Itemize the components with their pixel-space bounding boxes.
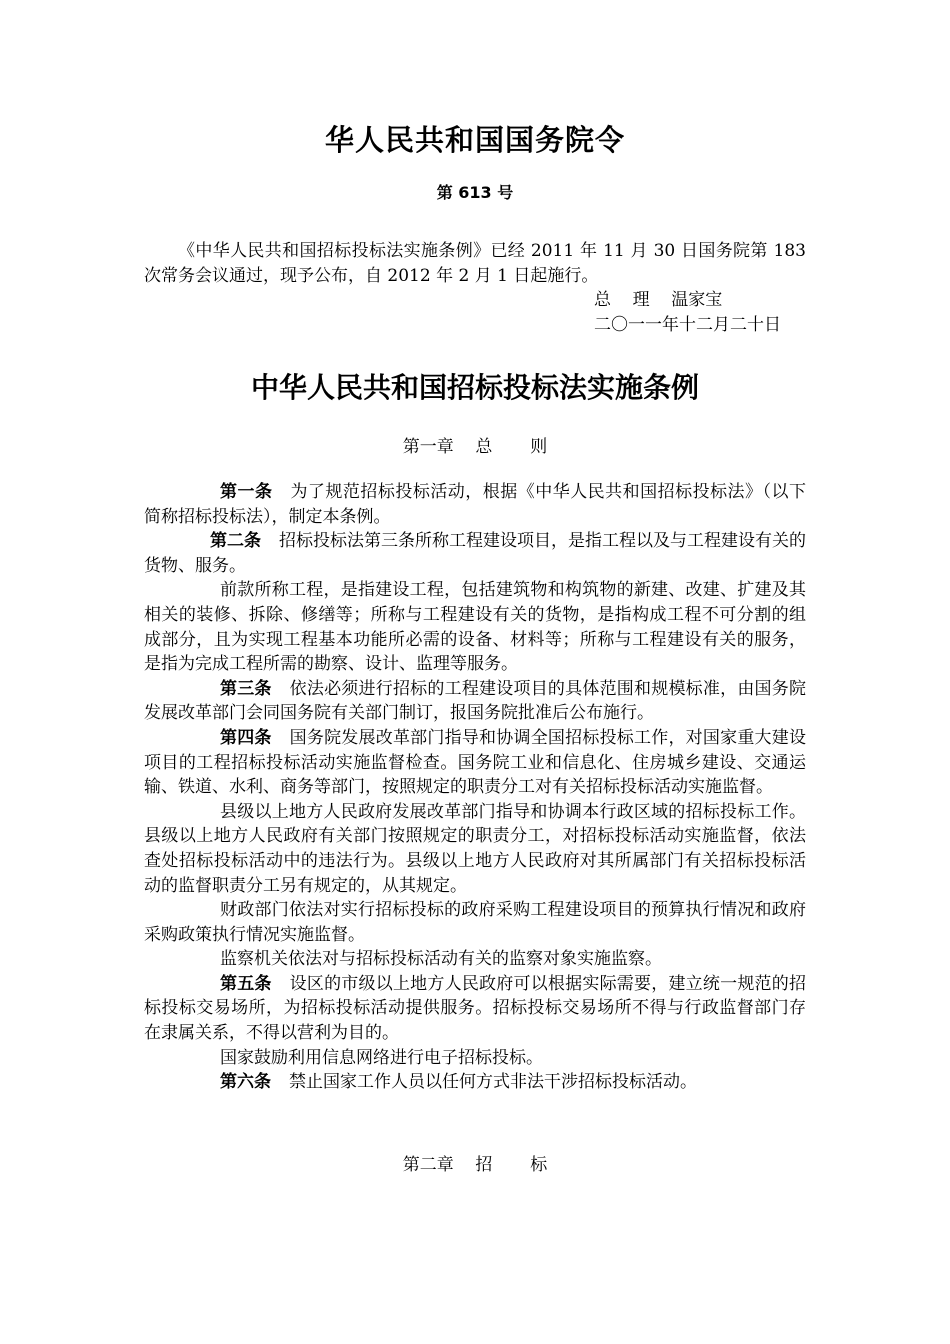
premier-signature: 总 理 温家宝 — [594, 290, 723, 310]
paragraph-text: 县级以上地方人民政府发展改革部门指导和协调本行政区域的招标投标工作。县级以上地方人民政府有关部门按照规定的职责分工，对招标投标活动实施监督，依法查处招标投标活动中的违法行为。县级以上地方人民政府对其所属部门有关招标投标活动的监督职责分工另有规定的，从其规定。 — [144, 801, 806, 896]
paragraph-text: 前款所称工程，是指建设工程，包括建筑物和构筑物的新建、改建、扩建及其相关的装修、拆除、修缮等；所称与工程建设有关的货物，是指构成工程不可分割的组成部分，且为实现工程基本功能所必需的设备、材料等；所称与工程建设有关的服务，是指为完成工程所需的勘察、设计、监理等服务。 — [144, 580, 806, 675]
article-label: 第四条 — [220, 727, 272, 748]
article-text: 依法必须进行招标的工程建设项目的具体范围和规模标准，由国务院发展改革部门会同国务院有关部门制订，报国务院批准后公布施行。 — [144, 678, 806, 724]
signing-date: 二〇一一年十二月二十日 — [594, 315, 781, 335]
article-1 — [144, 480, 806, 529]
article-label: 第一条 — [220, 482, 273, 502]
article-4 — [144, 726, 806, 800]
article-6 — [144, 1070, 806, 1095]
article-text: 为了规范招标投标活动，根据《中华人民共和国招标投标法》（以下简称招标投标法），制定本条例。 — [144, 482, 806, 527]
article-3 — [144, 677, 806, 726]
paragraph-text: 国家鼓励利用信息网络进行电子招标投标。 — [220, 1047, 543, 1068]
decree-title: 华人民共和国国务院令 — [324, 123, 625, 157]
promulgation-text: 《中华人民共和国招标投标法实施条例》已经 2011 年 11 月 30 日国务院第 183 次常务会议通过，现予公布，自 2012 年 2 月 1 日起施行。 — [144, 241, 806, 286]
article-text: 招标投标法第三条所称工程建设项目，是指工程以及与工程建设有关的货物、服务。 — [144, 531, 806, 576]
article-2 — [144, 529, 806, 578]
paragraph — [144, 578, 806, 676]
article-label: 第二条 — [210, 531, 261, 552]
article-list — [144, 480, 806, 1095]
article-text: 设区的市级以上地方人民政府可以根据实际需要，建立统一规范的招标投标交易场所，为招标投标活动提供服务。招标投标交易场所不得与行政监督部门存在隶属关系，不得以营利为目的。 — [144, 973, 806, 1044]
article-label: 第六条 — [220, 1072, 271, 1093]
chapter-heading: 第二章 招 标 — [402, 1155, 548, 1175]
paragraph — [144, 1046, 806, 1071]
article-label: 第三条 — [220, 678, 272, 699]
paragraph — [144, 947, 806, 972]
article-label: 第五条 — [220, 973, 272, 994]
paragraph-text: 财政部门依法对实行招标投标的政府采购工程建设项目的预算执行情况和政府采购政策执行情况实施监督。 — [144, 900, 806, 945]
regulation-title: 中华人民共和国招标投标法实施条例 — [250, 371, 699, 404]
article-5 — [144, 972, 806, 1046]
article-text: 禁止国家工作人员以任何方式非法干涉招标投标活动。 — [289, 1072, 697, 1093]
paragraph — [144, 898, 806, 947]
article-text: 国务院发展改革部门指导和协调全国招标投标工作，对国家重大建设项目的工程招标投标活动实施监督检查。国务院工业和信息化、住房城乡建设、交通运输、铁道、水利、商务等部门，按照规定的职责分工对有关招标投标活动实施监督。 — [144, 727, 806, 798]
paragraph — [144, 800, 806, 898]
paragraph-text: 监察机关依法对与招标投标活动有关的监察对象实施监察。 — [220, 949, 662, 970]
decree-number: 第 613 号 — [436, 183, 514, 202]
chapter-heading: 第一章 总 则 — [402, 437, 548, 457]
